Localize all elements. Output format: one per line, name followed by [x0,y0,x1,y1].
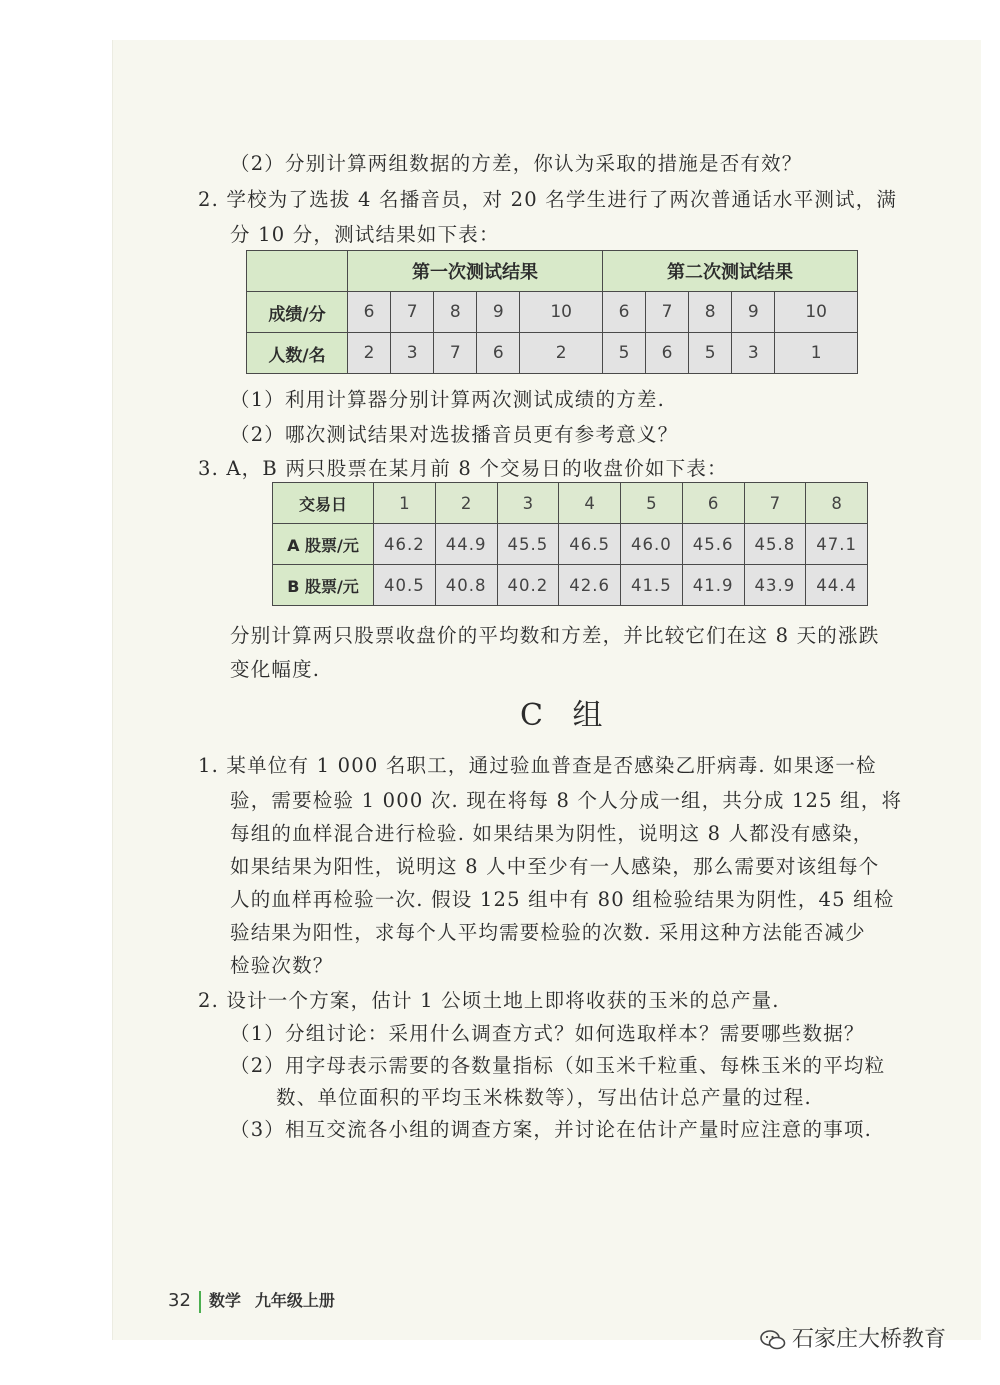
stock-a-price: 45.8 [744,524,806,565]
text-line-c2-part2-cont: 数、单位面积的平均玉米株数等），写出估计总产量的过程. [276,1086,812,1109]
score-cell: 7 [646,292,689,333]
text-line-b2-intro-cont: 分 10 分，测试结果如下表： [230,223,500,246]
text-line-c2-part2: （2）用字母表示需要的各数量指标（如玉米千粒重、每株玉米的平均粒 [230,1054,886,1077]
score-table-corner [247,251,348,292]
day-cell: 1 [374,483,436,524]
score-row-label: 成绩/分 [247,292,348,333]
stock-a-price: 44.9 [435,524,497,565]
stock-b-price: 40.5 [374,565,436,606]
score-cell: 7 [391,292,434,333]
score-cell: 6 [348,292,391,333]
count-cell: 2 [520,333,603,374]
text-line-b3-intro: 3. A，B 两只股票在某月前 8 个交易日的收盘价如下表： [198,457,728,480]
day-cell: 7 [744,483,806,524]
score-cell: 8 [689,292,732,333]
score-cell: 10 [775,292,858,333]
page-number: 32 [168,1290,191,1311]
stock-b-price: 41.9 [682,565,744,606]
watermark [760,1322,946,1353]
stock-a-row-label: A 股票/元 [273,524,374,565]
text-line-b2-part2: （2）哪次测试结果对选拔播音员更有参考意义？ [230,423,679,446]
footer-grade: 九年级上册 [254,1291,335,1310]
count-cell: 6 [477,333,520,374]
stock-a-price: 45.6 [682,524,744,565]
text-line-b2-part1: （1）利用计算器分别计算两次测试成绩的方差. [230,388,666,411]
stock-b-price: 44.4 [806,565,868,606]
score-cell: 10 [520,292,603,333]
text-line-c1: 1. 某单位有 1 000 名职工，通过验血普查是否感染乙肝病毒. 如果逐一检 [198,754,877,777]
first-test-header: 第一次测试结果 [348,251,603,292]
page-footer [168,1288,349,1313]
stock-b-price: 41.5 [621,565,683,606]
text-line-c1: 如果结果为阳性，说明这 8 人中至少有一人感染，那么需要对该组每个 [230,855,880,878]
text-line-c1: 验结果为阳性，求每个人平均需要检验的次数. 采用这种方法能否减少 [230,921,866,944]
count-cell: 5 [689,333,732,374]
count-cell: 5 [602,333,645,374]
day-cell: 8 [806,483,868,524]
text-line-c2-part3: （3）相互交流各小组的调查方案，并讨论在估计产量时应注意的事项. [230,1118,873,1141]
score-cell: 9 [732,292,775,333]
stock-b-price: 42.6 [559,565,621,606]
text-line-b3-task: 分别计算两只股票收盘价的平均数和方差，并比较它们在这 8 天的涨跌 [230,624,880,647]
day-cell: 5 [621,483,683,524]
stock-b-price: 40.8 [435,565,497,606]
second-test-header: 第二次测试结果 [602,251,857,292]
count-cell: 1 [775,333,858,374]
score-cell: 8 [434,292,477,333]
stock-b-row-label: B 股票/元 [273,565,374,606]
count-cell: 2 [348,333,391,374]
text-line-c1: 检验次数？ [230,954,334,977]
text-line-c1: 每组的血样混合进行检验. 如果结果为阴性，说明这 8 人都没有感染， [230,822,874,845]
section-c-heading: C 组 [520,698,613,733]
text-line-c2-part1: （1）分组讨论：采用什么调查方式？如何选取样本？需要哪些数据？ [230,1022,865,1045]
day-cell: 3 [497,483,559,524]
count-cell: 6 [646,333,689,374]
text-line-b3-task-cont: 变化幅度. [230,658,321,681]
stock-a-price: 47.1 [806,524,868,565]
count-cell: 7 [434,333,477,374]
stock-b-price: 40.2 [497,565,559,606]
day-cell: 6 [682,483,744,524]
stock-a-price: 46.5 [559,524,621,565]
text-line-c1: 人的血样再检验一次. 假设 125 组中有 80 组检验结果为阴性，45 组检 [230,888,895,911]
stock-b-price: 43.9 [744,565,806,606]
day-row-label: 交易日 [273,483,374,524]
text-line-b1-part2: （2）分别计算两组数据的方差，你认为采取的措施是否有效？ [230,152,803,175]
count-row-label: 人数/名 [247,333,348,374]
stock-a-price: 45.5 [497,524,559,565]
watermark-text: 石家庄大桥教育 [792,1327,947,1352]
footer-divider [199,1291,201,1313]
stock-table [272,482,868,606]
stock-a-price: 46.0 [621,524,683,565]
count-cell: 3 [732,333,775,374]
score-cell: 6 [602,292,645,333]
wechat-icon [760,1330,786,1350]
footer-subject: 数学 [208,1291,241,1310]
text-line-c1: 验，需要检验 1 000 次. 现在将每 8 个人分成一组，共分成 125 组，将 [230,789,903,812]
count-cell: 3 [391,333,434,374]
score-cell: 9 [477,292,520,333]
text-line-b2-intro: 2. 学校为了选拔 4 名播音员，对 20 名学生进行了两次普通话水平测试，满 [198,188,898,211]
stock-a-price: 46.2 [374,524,436,565]
score-table [246,250,858,374]
day-cell: 4 [559,483,621,524]
day-cell: 2 [435,483,497,524]
text-line-c2: 2. 设计一个方案，估计 1 公顷土地上即将收获的玉米的总产量. [198,989,780,1012]
